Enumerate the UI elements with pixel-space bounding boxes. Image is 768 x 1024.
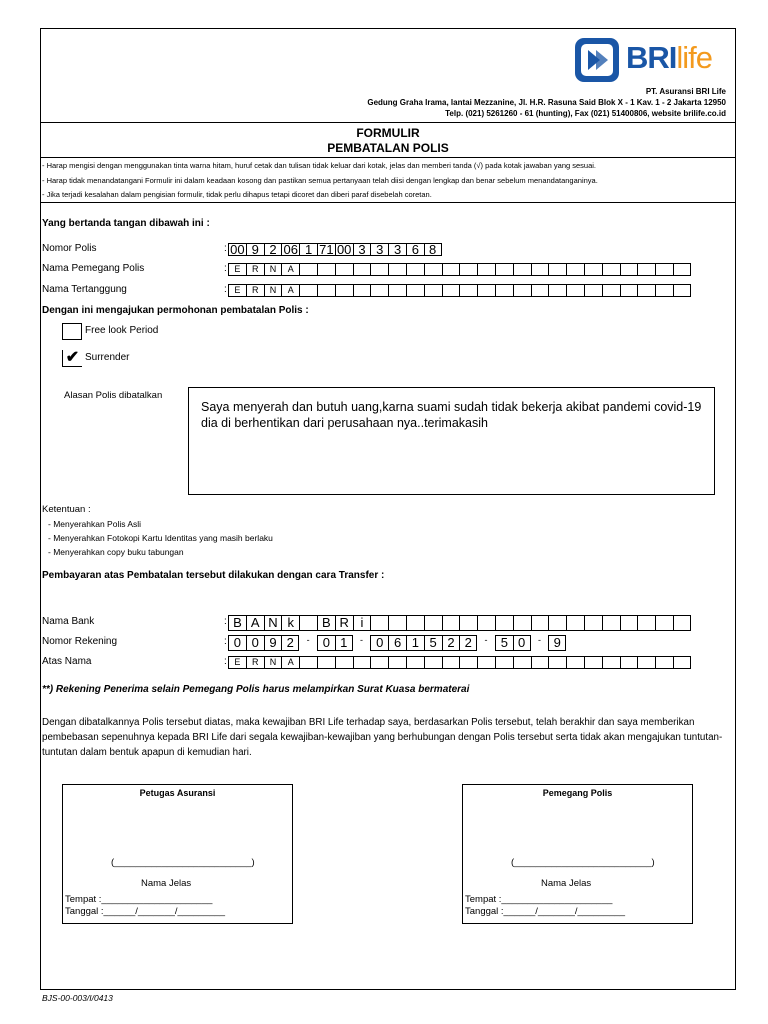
char-cell — [548, 656, 566, 669]
section-signer: Yang bertanda tangan dibawah ini : — [42, 218, 210, 229]
char-cell — [548, 615, 566, 631]
char-cell: 2 — [442, 635, 460, 651]
account-group — [317, 635, 353, 651]
char-cell — [370, 263, 388, 276]
char-cell: E — [228, 656, 246, 669]
char-cell — [495, 263, 513, 276]
nama-pemegang-label: Nama Pemegang Polis — [42, 263, 145, 274]
char-cell — [406, 615, 424, 631]
char-cell: 9 — [246, 243, 264, 256]
char-cell — [388, 615, 406, 631]
char-cell — [424, 263, 442, 276]
char-cell: E — [228, 284, 246, 297]
char-cell — [317, 263, 335, 276]
char-cell: 71 — [317, 243, 335, 256]
char-cell — [531, 284, 549, 297]
char-cell — [673, 263, 691, 276]
char-cell — [602, 615, 620, 631]
company-address: Gedung Graha Irama, lantai Mezzanine, Jl. H.R. Rasuna Said Blok X - 1 Kav. 1 - 2 Jakarta 12950 — [367, 98, 726, 107]
tanggal-field[interactable]: Tanggal :______/_______/_________ — [65, 906, 226, 917]
brand-name: BRI — [626, 40, 677, 75]
char-cell — [335, 284, 353, 297]
signature-box-pemegang[interactable] — [462, 784, 693, 924]
char-cell — [620, 263, 638, 276]
char-cell — [477, 615, 495, 631]
char-cell — [566, 656, 584, 669]
account-separator: - — [537, 635, 541, 645]
char-cell: i — [353, 615, 371, 631]
colon: : — [224, 656, 227, 667]
char-cell — [655, 656, 673, 669]
char-cell: 9 — [264, 635, 282, 651]
char-cell: 3 — [353, 243, 371, 256]
signature-line: (__________________________) — [111, 857, 255, 868]
account-group — [228, 635, 299, 651]
char-cell — [513, 656, 531, 669]
footer-code: BJS-00-003/I/0413 — [42, 993, 113, 1003]
char-cell — [353, 656, 371, 669]
char-cell — [584, 656, 602, 669]
char-cell — [477, 263, 495, 276]
char-cell — [637, 615, 655, 631]
char-cell: A — [281, 284, 299, 297]
char-cell — [637, 284, 655, 297]
nomor-rekening-label: Nomor Rekening — [42, 636, 118, 647]
company-contact: Telp. (021) 5261260 - 61 (hunting), Fax (021) 51400806, website brilife.co.id — [445, 109, 726, 118]
char-cell: 2 — [264, 243, 282, 256]
char-cell — [655, 615, 673, 631]
char-cell — [495, 615, 513, 631]
char-cell — [513, 615, 531, 631]
tempat-field[interactable]: Tempat :_____________________ — [465, 894, 613, 905]
nama-jelas-label: Nama Jelas — [141, 878, 192, 889]
ketentuan-item: - Menyerahkan Fotokopi Kartu Identitas yang masih berlaku — [48, 533, 273, 543]
char-cell — [495, 284, 513, 297]
account-separator: - — [306, 635, 310, 645]
nama-jelas-label: Nama Jelas — [541, 878, 592, 889]
char-cell: 8 — [424, 243, 442, 256]
statement-line-2: pembebasan sepenuhnya kepada BRI Life dari segala kewajiban-kewajiban yang berhubungan dengan Polis tersebut serta tidak akan mengajukan tuntutan- — [42, 732, 723, 743]
account-group — [548, 635, 566, 651]
char-cell: 0 — [513, 635, 531, 651]
colon: : — [224, 636, 227, 647]
free-look-label: Free look Period — [85, 325, 159, 336]
char-cell: R — [246, 656, 264, 669]
char-cell — [513, 284, 531, 297]
signature-title: Pemegang Polis — [542, 788, 613, 798]
char-cell: 5 — [495, 635, 513, 651]
char-cell: 0 — [370, 635, 388, 651]
char-cell: 00 — [228, 243, 246, 256]
char-cell: 9 — [548, 635, 566, 651]
char-cell — [548, 284, 566, 297]
char-cell — [566, 263, 584, 276]
char-cell — [299, 284, 317, 297]
char-cell — [388, 263, 406, 276]
divider — [40, 157, 736, 158]
divider — [40, 202, 736, 203]
char-cell — [442, 656, 460, 669]
char-cell — [299, 263, 317, 276]
char-cell — [584, 615, 602, 631]
char-cell — [353, 284, 371, 297]
statement-line-3: tuntutan dalam bentuk apapun di kemudian hari. — [42, 747, 252, 758]
char-cell: A — [281, 263, 299, 276]
char-cell — [388, 656, 406, 669]
note-text: **) Rekening Penerima selain Pemegang Polis harus melampirkan Surat Kuasa bermaterai — [42, 684, 470, 695]
colon: : — [224, 263, 227, 274]
char-cell: N — [264, 284, 282, 297]
char-cell — [566, 284, 584, 297]
char-cell — [637, 656, 655, 669]
char-cell — [673, 615, 691, 631]
ketentuan-title: Ketentuan : — [42, 504, 91, 515]
atas-nama-label: Atas Nama — [42, 656, 92, 667]
char-cell — [370, 284, 388, 297]
char-cell — [620, 656, 638, 669]
char-cell — [317, 656, 335, 669]
nama-tertanggung-field[interactable] — [228, 284, 691, 297]
char-cell: 2 — [459, 635, 477, 651]
char-cell — [655, 263, 673, 276]
char-cell — [442, 263, 460, 276]
char-cell — [299, 656, 317, 669]
ketentuan-item: - Menyerahkan Polis Asli — [48, 519, 142, 529]
char-cell — [620, 615, 638, 631]
atas-nama-field[interactable] — [228, 656, 691, 669]
char-cell — [459, 263, 477, 276]
char-cell — [370, 615, 388, 631]
char-cell — [424, 615, 442, 631]
divider — [40, 122, 736, 123]
nomor-rekening-field[interactable] — [228, 635, 566, 651]
section-request: Dengan ini mengajukan permohonan pembatalan Polis : — [42, 305, 309, 316]
char-cell: A — [246, 615, 264, 631]
free-look-checkbox[interactable] — [62, 323, 82, 340]
char-cell: k — [281, 615, 299, 631]
char-cell: A — [281, 656, 299, 669]
char-cell — [584, 263, 602, 276]
char-cell: 3 — [388, 243, 406, 256]
nama-pemegang-field[interactable] — [228, 263, 691, 276]
char-cell: 00 — [335, 243, 353, 256]
char-cell — [620, 284, 638, 297]
char-cell: E — [228, 263, 246, 276]
char-cell — [531, 263, 549, 276]
char-cell — [424, 656, 442, 669]
char-cell: 6 — [406, 243, 424, 256]
char-cell — [335, 656, 353, 669]
char-cell: 06 — [281, 243, 299, 256]
char-cell — [602, 263, 620, 276]
char-cell — [388, 284, 406, 297]
char-cell: 0 — [228, 635, 246, 651]
char-cell: R — [246, 284, 264, 297]
nama-bank-field[interactable] — [228, 615, 691, 631]
form-title-line2: PEMBATALAN POLIS — [327, 141, 449, 155]
char-cell: N — [264, 656, 282, 669]
char-cell — [317, 284, 335, 297]
char-cell — [673, 284, 691, 297]
nama-bank-label: Nama Bank — [42, 616, 95, 627]
instruction-1: - Harap mengisi dengan menggunakan tinta warna hitam, huruf cetak dan tulisan tidak keluar dari kotak, jelas dan memberi tanda (√) pada kotak jawaban yang sesuai. — [42, 161, 597, 170]
signature-title: Petugas Asuransi — [139, 788, 216, 798]
company-name: PT. Asuransi BRI Life — [645, 87, 726, 96]
char-cell — [406, 263, 424, 276]
char-cell: 0 — [246, 635, 264, 651]
char-cell — [495, 656, 513, 669]
char-cell — [370, 656, 388, 669]
colon: : — [224, 284, 227, 295]
char-cell: 1 — [335, 635, 353, 651]
char-cell — [424, 284, 442, 297]
char-cell — [584, 284, 602, 297]
char-cell: 5 — [424, 635, 442, 651]
char-cell — [637, 263, 655, 276]
char-cell: B — [228, 615, 246, 631]
char-cell: R — [335, 615, 353, 631]
char-cell — [459, 615, 477, 631]
surrender-label: Surrender — [85, 352, 130, 363]
char-cell — [406, 284, 424, 297]
char-cell — [602, 284, 620, 297]
char-cell — [335, 263, 353, 276]
char-cell: 0 — [317, 635, 335, 651]
char-cell: B — [317, 615, 335, 631]
colon: : — [224, 616, 227, 627]
char-cell — [459, 656, 477, 669]
signature-line: (__________________________) — [511, 857, 655, 868]
ketentuan-item: - Menyerahkan copy buku tabungan — [48, 547, 184, 557]
char-cell — [548, 263, 566, 276]
char-cell — [442, 615, 460, 631]
char-cell — [602, 656, 620, 669]
tempat-field[interactable]: Tempat :_____________________ — [65, 894, 213, 905]
colon: : — [224, 243, 227, 254]
account-separator: - — [484, 635, 488, 645]
char-cell: 1 — [406, 635, 424, 651]
char-cell: N — [264, 615, 282, 631]
nomor-polis-label: Nomor Polis — [42, 243, 97, 254]
nomor-polis-field[interactable] — [228, 243, 442, 256]
char-cell — [299, 615, 317, 631]
surrender-checkbox[interactable]: ✔ — [62, 350, 82, 367]
char-cell — [442, 284, 460, 297]
char-cell — [531, 615, 549, 631]
section-payment: Pembayaran atas Pembatalan tersebut dilakukan dengan cara Transfer : — [42, 570, 385, 581]
instruction-3: - Jika terjadi kesalahan dalam pengisian formulir, tidak perlu dihapus tetapi dicoret dan diberi paraf disebelah coretan. — [42, 190, 432, 199]
form-title-line1: FORMULIR — [356, 126, 420, 140]
reason-label: Alasan Polis dibatalkan — [64, 390, 163, 401]
char-cell: 3 — [370, 243, 388, 256]
char-cell: N — [264, 263, 282, 276]
char-cell: 1 — [299, 243, 317, 256]
account-group — [495, 635, 531, 651]
char-cell — [353, 263, 371, 276]
char-cell: 6 — [388, 635, 406, 651]
instruction-2: - Harap tidak menandatangani Formulir ini dalam keadaan kosong dan pastikan semua pertanyaan telah diisi dengan lengkap dan benar sebelum menandatanganinya. — [42, 176, 598, 185]
account-group — [370, 635, 477, 651]
char-cell — [406, 656, 424, 669]
char-cell — [477, 656, 495, 669]
statement-line-1: Dengan dibatalkannya Polis tersebut diatas, maka kewajiban BRI Life terhadap saya, berdasarkan Polis tersebut, telah berakhir dan saya memberikan — [42, 717, 695, 728]
char-cell — [566, 615, 584, 631]
brilife-logo — [574, 36, 730, 84]
reason-textarea[interactable]: Saya menyerah dan butuh uang,karna suami sudah tidak bekerja akibat pandemi covid-19 dia di berhentikan dari perusahaan nya..terimakasih — [188, 387, 715, 495]
tanggal-field[interactable]: Tanggal :______/_______/_________ — [465, 906, 626, 917]
char-cell: R — [246, 263, 264, 276]
nama-tertanggung-label: Nama Tertanggung — [42, 284, 127, 295]
brand-suffix: life — [676, 40, 713, 75]
char-cell: 2 — [281, 635, 299, 651]
char-cell — [459, 284, 477, 297]
char-cell — [673, 656, 691, 669]
char-cell — [655, 284, 673, 297]
char-cell — [477, 284, 495, 297]
account-separator: - — [359, 635, 363, 645]
char-cell — [531, 656, 549, 669]
signature-box-petugas[interactable] — [62, 784, 293, 924]
char-cell — [513, 263, 531, 276]
